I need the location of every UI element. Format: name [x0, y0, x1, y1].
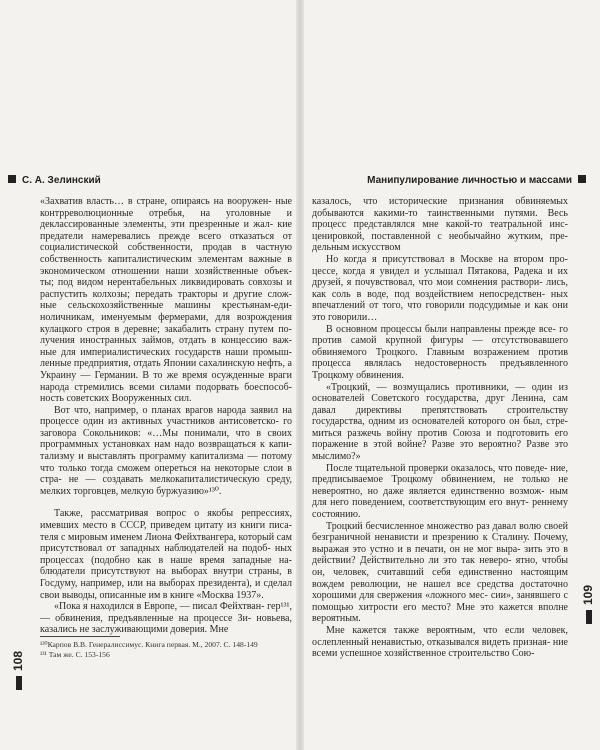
left-header-text: С. А. Зелинский [22, 175, 101, 186]
left-page-number [12, 640, 26, 690]
right-running-header [304, 175, 586, 187]
paragraph: «Захватив власть… в стране, опираясь на вооружен- ные контрреволюционные отребья, на уголовные и деклассированные элементы, эти презренные и жал- кие предатели намеревались прежде всего отказаться от социалистической собственности, продав в частную собственность капиталистическим элементам важные в экономическом отношении наши хозяйственные объек- ты; под видом нерентабельных ликвидировать совхозы и распустить колхозы; передать тракторы и другие слож- ные сельскохозяйственные машины крестьянам-еди- ноличникам, именуемым фермерами, для возрождения кулацкого строя в деревне; закабалить страну путем по- лучения иностранных займов, отдать в концессию важ- ные для империалистических государств наши промыш- ленные предприятия, отдать Японии сахалинскую нефть, а Украину — Германии. В то же время осужденные враги народа стремились всеми силами подорвать боеспособ- ность советских Вооруженных сил. [40, 196, 292, 405]
footnote-rule [40, 636, 120, 637]
left-running-header [8, 175, 296, 187]
paragraph-gap [40, 497, 292, 508]
left-page [0, 0, 296, 750]
paragraph: Вот что, например, о планах врагов народа заявил на процессе один из активных участников антисоветско- го заговора Сокольников: «…Мы понимали, что в своих программных установках нам надо возвращаться к капи- тализму и выставлять программу капитализма — потому что только тогда сможем опереться на некоторые слои в стра- не — создавать мелкокапиталистическую среду, мелких торговцев, мелкую буржуазию»¹³⁰. [40, 404, 292, 497]
left-body-text [40, 196, 292, 636]
right-header-text: Манипулирование личностью и массами [367, 175, 572, 186]
page-number-text: 108 [11, 650, 25, 672]
paragraph: После тщательной проверки оказалось, что поведе- ние, предписываемое Троцкому обвинением, не только не невероятно, но даже является единственно возмож- ным для него поведением, соответствующим его внут- реннему состоянию. [312, 462, 568, 521]
paragraph: казалось, что исторические признания обвиняемых добываются какими-то таинственными путями. Весь процесс представлялся мне какой-то театральной инс- ценировкой, поставленной с необычайно жутким, пре- дельным искусством [312, 196, 568, 254]
paragraph: Мне кажется также вероятным, что если человек, ослепленный ненавистью, отказывался видеть призная- ние всеми успешное хозяйственное строительство Сою- [312, 624, 568, 660]
footnotes [40, 636, 292, 659]
paragraph: «Пока я находился в Европе, — писал Фейхтван- гер¹³¹, — обвинения, предъявленные на процессе Зи- новьева, казались не заслуживающими доверия. Мне [40, 601, 292, 636]
square-bullet-icon [578, 175, 586, 183]
book-gutter [296, 0, 304, 750]
paragraph: «Троцкий, — возмущались противники, — один из основателей Советского государства, друг Ленина, сам давал директивы препятствовать строительству государства, одним из основателей которого он был, стре- миться разжечь войну против Союза и подготовить его поражение в этой войне? Разве это вероятно? Разве это мыслимо?» [312, 381, 568, 463]
page-number-text: 109 [581, 584, 595, 606]
page-number-bar [16, 676, 22, 690]
paragraph: Также, рассматривая вопрос о якобы репрессиях, имевших место в СССР, приведем цитату из книги писа- теля с мировым именем Лиона Фейхтвангера, который сам присутствовал от западных наблюдателей на подоб- ных процессах (подобно как в наше время западные на- блюдатели присутствуют на выборах внутри страны, в Госдуму, например, или на выборах президента), и сделал свои выводы, описанные им в книге «Москва 1937». [40, 508, 292, 601]
paragraph: Но когда я присутствовал в Москве на втором про- цессе, когда я увидел и услышал Пятакова, Радека и их друзей, я почувствовал, что мои сомнения раствори- лись, как соль в воде, под воздействием непосредствен- ных впечатлений от того, что говорили подсудимые и как они это говорили… [312, 253, 568, 323]
page-number-bar [586, 610, 592, 624]
square-bullet-icon [8, 175, 16, 183]
paragraph: Троцкий бесчисленное множество раз давал волю своей безграничной ненависти и презрению к Сталину. Почему, выражая это устно и в печати, он не мог выра- зить это в действии? Действительно ли это так неверо- ятно, чтобы он, человек, считавший себя единственно настоящим вождем революции, не нашел все средства достаточно хорошими для свержения «ложного мес- сии», занявшего с помощью хитрости его место? Мне это кажется вполне вероятным. [312, 520, 568, 625]
paragraph: В основном процессы были направлены прежде все- го против самой крупной фигуры — отсутствовавшего обвиняемого Троцкого. Главным возражением против процесса являлась недостоверность предъявленного Троцкому обвинения. [312, 323, 568, 381]
right-page [304, 0, 600, 750]
right-page-number [582, 574, 596, 624]
footnote: ¹³¹ Там же. С. 153-156 [40, 649, 110, 659]
right-body-text [312, 196, 568, 660]
footnote: ¹³⁰Карпов В.В. Генералиссимус. Книга первая. М., 2007. С. 148-149 [40, 640, 258, 649]
